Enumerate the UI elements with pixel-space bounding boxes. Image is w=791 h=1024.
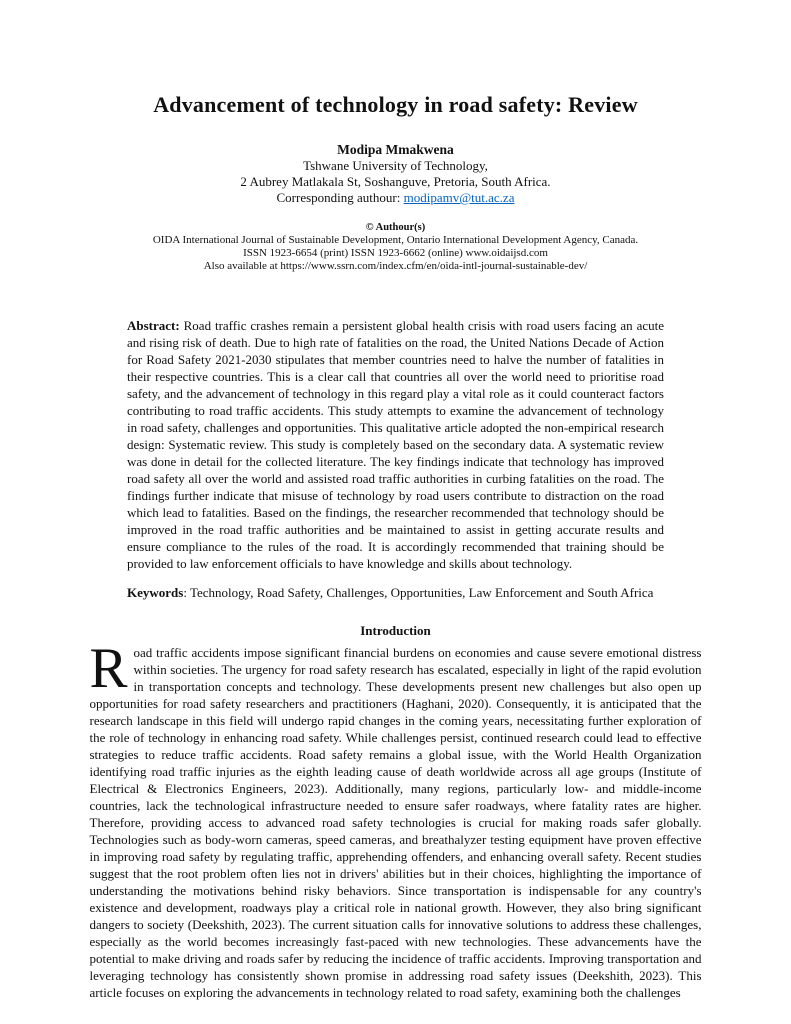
availability-line: Also available at https://www.ssrn.com/index.cfm/en/oida-intl-journal-sustainable-dev/ bbox=[203, 260, 588, 272]
introduction-text: oad traffic accidents impose significant financial burdens on economies and cause severe emotional distress within societies. The urgency for road safety research has escalated, especially in light of the rapid evolution in transportation concepts and technology. These developments present new challenges but also open up opportunities for road safety researchers and practitioners (Haghani, 2020). Consequently, it is anticipated that the research landscape in this field will undergo rapid changes in the coming years, necessitating further exploration of the role of technology in enhancing road safety. While challenges persist, continued research could lead to effective strategies to reduce traffic accidents. Road safety remains a global issue, with the World Health Organization identifying road traffic injuries as the eighth leading cause of death worldwide across all age groups (Institute of Electrical & Electronics Engineers, 2023). Additionally, many regions, particularly low- and middle-income countries, lack the technological infrastructure needed to ensure safer roadways, where fatality rates are higher. Therefore, providing access to advanced road safety technologies is crucial for making roads safer globally. Technologies such as body-worn cameras, speed cameras, and breathalyzer testing equipment have proven effective in improving road safety by regulating traffic, apprehending offenders, and enhancing overall safety. Recent studies suggest that the root problem often lies not in drivers' abilities but in their choices, highlighting the importance of understanding the motivations behind risky behaviors. Since transportation is indispensable for any country's existence and development, roadways play a critical role in national growth. However, they also bring significant dangers to society (Deekshith, 2023). The current situation calls for innovative solutions to address these challenges, especially as the world becomes increasingly fast-paced with new technologies. These advancements have the potential to make driving and roads safer by reducing the incidence of traffic accidents. Improving transportation and leveraging technology has consistently shown promise in addressing road safety issues (Deekshith, 2023). This article focuses on exploring the advancements in technology related to road safety, examining both the challenges bbox=[89, 645, 702, 1000]
copyright-line: © Authour(s) bbox=[365, 222, 426, 233]
introduction-paragraph bbox=[89, 637, 702, 1001]
keywords-paragraph bbox=[127, 584, 664, 601]
corresponding-author-label: Corresponding authour: bbox=[276, 190, 404, 205]
author-block bbox=[0, 142, 791, 206]
affiliation-line-2: 2 Aubrey Matlakala St, Soshanguve, Pretoria, South Africa. bbox=[240, 174, 551, 189]
affiliation-line-1: Tshwane University of Technology, bbox=[303, 158, 488, 173]
keywords-text: : Technology, Road Safety, Challenges, Opportunities, Law Enforcement and South Africa bbox=[183, 585, 654, 600]
corresponding-email-link[interactable]: modipamv@tut.ac.za bbox=[403, 190, 515, 205]
dropcap-letter: R bbox=[89, 637, 128, 700]
paper-title: Advancement of technology in road safety: Review bbox=[153, 92, 638, 117]
author-name: Modipa Mmakwena bbox=[337, 142, 454, 157]
abstract-paragraph bbox=[127, 317, 664, 572]
keywords-label: Keywords bbox=[127, 585, 184, 600]
corresponding-author-line bbox=[0, 190, 791, 206]
abstract-text: Road traffic crashes remain a persistent global health crisis with road users facing an acute and rising risk of death. Due to high rate of fatalities on the road, the United Nations Decade of Action for Road Safety 2021-2030 stipulates that member countries need to halve the number of fatalities in their respective countries. This is a clear call that countries all over the world need to prioritise road safety, and the advancement of technology in this regard play a vital role as it could counteract factors contributing to road traffic accidents. This study attempts to examine the advancement of technology in road safety, challenges and opportunities. This qualitative article adopted the non-empirical research design: Systematic review. This study is completely based on the secondary data. A systematic review was done in detail for the collected literature. The key findings indicate that technology has improved road safety all over the world and assisted road traffic authorities in curbing fatalities on the road. The findings further indicate that misuse of technology by road users contribute to distraction on the road which lead to fatalities. Based on the findings, the researcher recommended that technology should be improved in the road traffic authorities and be maintained to assist in getting accurate results and ensure compliance to the rules of the road. It is accordingly recommended that training should be provided to law enforcement officials to have knowledge and skills about technology. bbox=[127, 318, 664, 571]
section-heading-introduction: Introduction bbox=[360, 623, 431, 638]
issn-line: ISSN 1923-6654 (print) ISSN 1923-6662 (online) www.oidaijsd.com bbox=[243, 247, 548, 259]
journal-name-line: OIDA International Journal of Sustainable Development, Ontario International Development Agency, Canada. bbox=[152, 234, 639, 246]
abstract-label: Abstract: bbox=[127, 318, 180, 333]
publisher-block bbox=[0, 221, 791, 273]
